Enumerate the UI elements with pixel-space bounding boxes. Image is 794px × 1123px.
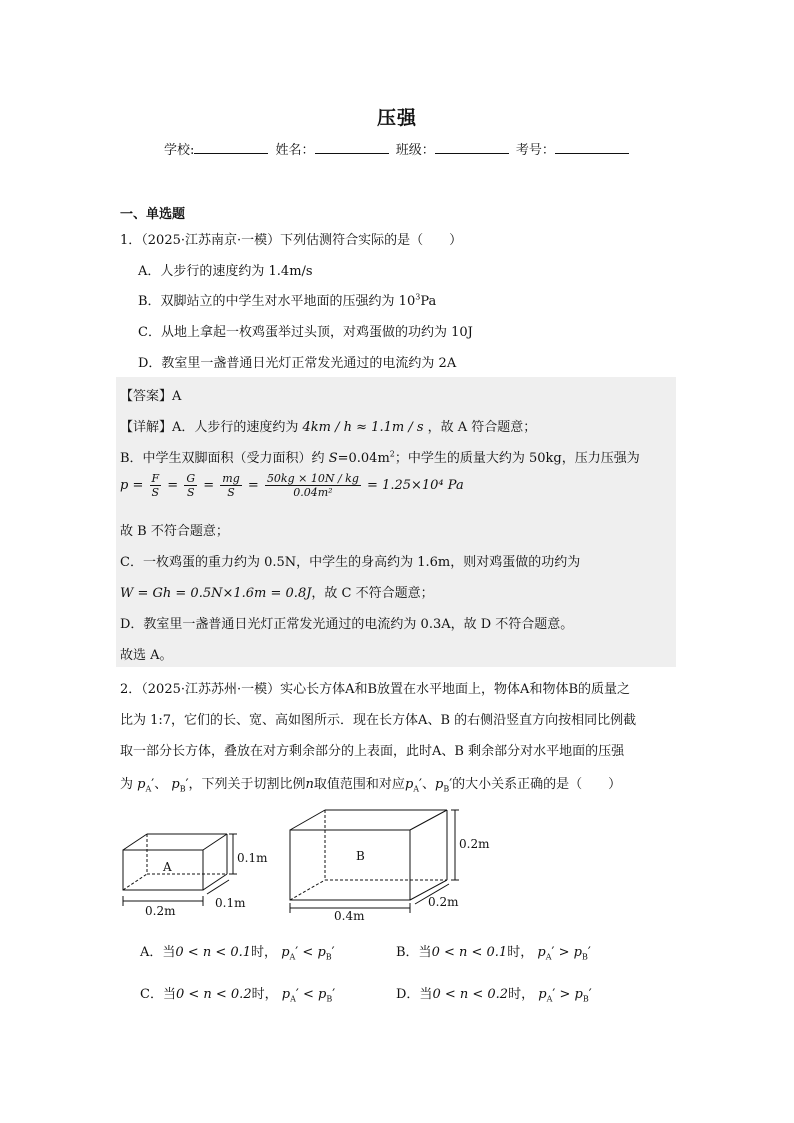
frac-f-den: S	[151, 486, 160, 499]
work-formula-tail: ，故 C 不符合题意；	[311, 586, 434, 601]
choice-c-pb-sub: B	[326, 994, 333, 1004]
pa-sub-2: A	[413, 784, 420, 794]
q1-option-b-unit: Pa	[420, 294, 437, 309]
number-label: 考号：	[515, 143, 555, 158]
choice-b-range: 0 < n < 0.1	[431, 945, 508, 960]
choice-a-letter: A．当	[140, 945, 176, 960]
pa-symbol-2: p	[404, 777, 414, 792]
detail-a-tail: ，故 A 符合题意；	[427, 420, 537, 435]
q1-detail-c: C．一枚鸡蛋的重力约为 0.5N，中学生的身高约为 1.6m，则对鸡蛋做的功约为	[120, 555, 581, 570]
formula-result: = 1.25×10⁴ Pa	[367, 478, 464, 493]
pb-symbol-2: p	[435, 777, 444, 792]
n-symbol: n	[305, 777, 314, 792]
choice-a-pa-sub: A	[289, 952, 296, 962]
q2-line-2: 比为 1:7，它们的长、宽、高如图所示．现在长方体A、B 的右侧沿竖直方向按相同比例截	[120, 713, 637, 728]
q2-choice-c: C．当0 < n < 0.2时， $p_A' < p_B'$	[140, 987, 336, 1004]
detail-b-exp: 2	[389, 449, 395, 459]
q2-choice-d: D．当0 < n < 0.2时， $p_A' > p_B'$	[396, 987, 592, 1004]
choice-c-pa: p	[281, 987, 291, 1002]
choice-d-pa: p	[538, 987, 547, 1002]
q2-line4-mid2: 取值范围和对应	[313, 777, 405, 792]
choice-c-pa-sub: A	[290, 994, 296, 1004]
q2-choice-a: A．当0 < n < 0.1时， $p_A' < p_B'$	[140, 945, 335, 962]
page-title: 压强	[376, 107, 417, 129]
choice-a-pb: p	[317, 945, 326, 960]
choice-c-tail: 时，	[251, 987, 278, 1002]
choice-a-tail: 时，	[251, 945, 278, 960]
q1-detail-c-formula	[120, 582, 434, 601]
cuboid-b-length: 0.4m	[334, 909, 365, 923]
frac-f-s	[150, 472, 162, 499]
detail-a-text: 【详解】A．人步行的速度约为	[120, 420, 299, 435]
q2-choice-b: B．当0 < n < 0.1时， $p_A' > p_B'$	[396, 945, 591, 962]
choice-a-pa: p	[281, 945, 290, 960]
q2-line-1: 2．（2025·江苏苏州·一模）实心长方体A和B放置在水平地面上，物体A和物体B的质量之	[120, 682, 631, 697]
q1-detail-b-conclusion: 故 B 不符合题意；	[120, 524, 229, 539]
choice-c-range: 0 < n < 0.2	[175, 987, 252, 1002]
class-blank[interactable]	[435, 141, 509, 154]
student-info-line	[164, 139, 632, 158]
choice-a-rel: <	[302, 945, 314, 960]
class-label: 班级：	[395, 143, 435, 158]
q1-option-b	[138, 290, 436, 309]
detail-a-math: 4km / h ≈ 1.1m / s	[302, 420, 424, 435]
choice-a-pb-sub: B	[325, 952, 332, 962]
choice-c-rel: <	[302, 987, 314, 1002]
choice-b-letter: B．当	[396, 945, 432, 960]
pb-symbol: p	[171, 777, 180, 792]
q1-stem: 1．（2025·江苏南京·一模）下列估测符合实际的是（ ）	[120, 233, 463, 248]
cuboid-a-label: A	[163, 860, 172, 874]
detail-b-tail: ；中学生的质量大约为 50kg，压力压强为	[394, 451, 640, 466]
q1-pressure-formula: p = $\frac{F}{S}$ = $\frac{G}{S}$ = $\frac{mg}{S}$ = $\frac{50kg \times 10N / kg}{\text{0.04m²}}$ = 1.25×10⁴ Pa	[120, 472, 464, 499]
formula-p: p	[120, 478, 129, 493]
cuboid-a-width: 0.1m	[215, 896, 246, 910]
pa-symbol: p	[137, 777, 146, 792]
frac-f-num: F	[151, 472, 160, 485]
q1-detail-d: D．教室里一盏普通日光灯正常发光通过的电流约为 0.3A，故 D 不符合题意。	[120, 617, 574, 632]
q2-line4-pre: 为	[120, 777, 134, 792]
school-blank[interactable]	[194, 141, 268, 154]
frac-mg-s	[220, 472, 241, 499]
choice-c-pb: p	[318, 987, 327, 1002]
cuboid-a-length: 0.2m	[145, 904, 176, 918]
choice-d-pb-sub: B	[582, 994, 589, 1004]
pb-sub: B	[179, 784, 186, 794]
choice-b-pa: p	[537, 945, 546, 960]
cuboid-a-height: 0.1m	[237, 851, 268, 865]
choice-c-letter: C．当	[140, 987, 176, 1002]
choice-d-rel: >	[559, 987, 571, 1002]
section-heading: 一、单选题	[120, 207, 186, 222]
choice-d-range: 0 < n < 0.2	[432, 987, 509, 1002]
cuboid-figures	[115, 808, 490, 923]
q2-line-4: 为 $p_A'$、 $p_B'$，下列关于切割比例n取值范围和对应$p_A'$、$p_B'$的大小关系正确的是（ ）	[120, 777, 622, 794]
choice-b-rel: >	[558, 945, 570, 960]
q1-option-c: C．从地上拿起一枚鸡蛋举过头顶，对鸡蛋做的功约为 10J	[138, 325, 473, 340]
choice-d-letter: D．当	[396, 987, 433, 1002]
name-label: 姓名：	[275, 143, 315, 158]
q2-line4-mid: ，下列关于切割比例	[188, 777, 306, 792]
frac-value	[265, 472, 361, 499]
q1-option-d: D．教室里一盏普通日光灯正常发光通过的电流约为 2A	[138, 356, 457, 371]
frac-g-s	[184, 472, 197, 499]
pa-sub: A	[145, 784, 152, 794]
frac-mg-num: mg	[222, 472, 240, 485]
choice-d-pb: p	[574, 987, 583, 1002]
q1-detail-b	[120, 447, 640, 466]
pb-sub-2: B	[443, 784, 450, 794]
number-blank[interactable]	[555, 141, 629, 154]
frac-value-den: 0.04m²	[293, 486, 333, 499]
q1-option-b-text: B．双脚站立的中学生对水平地面的压强约为 10	[138, 294, 416, 309]
choice-b-pb-sub: B	[581, 952, 588, 962]
detail-b-symbol: S	[328, 451, 338, 466]
cuboid-b-width: 0.2m	[428, 895, 459, 909]
frac-g-num: G	[186, 472, 196, 485]
q1-answer: 【答案】A	[120, 389, 182, 404]
cuboid-b-label: B	[356, 849, 365, 863]
choice-a-range: 0 < n < 0.1	[175, 945, 252, 960]
choice-b-pb: p	[573, 945, 582, 960]
frac-value-num: 50kg × 10N / kg	[266, 472, 359, 485]
q2-line4-post: 的大小关系正确的是（ ）	[452, 777, 622, 792]
frac-g-den: S	[186, 486, 195, 499]
q1-detail-a	[120, 416, 536, 435]
detail-b-text: B．中学生双脚面积（受力面积）约	[120, 451, 325, 466]
name-blank[interactable]	[315, 141, 389, 154]
work-formula: W = Gh = 0.5N×1.6m = 0.8J	[120, 586, 312, 601]
choice-d-pa-sub: A	[546, 994, 553, 1004]
detail-b-value: =0.04m	[337, 451, 390, 466]
choice-d-tail: 时，	[508, 987, 535, 1002]
choice-b-pa-sub: A	[545, 952, 552, 962]
q1-option-a: A．人步行的速度约为 1.4m/s	[138, 264, 313, 279]
frac-mg-den: S	[227, 486, 235, 499]
q1-conclusion: 故选 A。	[120, 648, 173, 663]
q2-line-3: 取一部分长方体，叠放在对方剩余部分的上表面，此时A、B 剩余部分对水平地面的压强	[120, 744, 625, 759]
choice-b-tail: 时，	[507, 945, 534, 960]
school-label: 学校:	[164, 143, 195, 158]
cuboid-b-height: 0.2m	[459, 837, 490, 851]
q1-option-b-exp: 3	[415, 292, 421, 302]
